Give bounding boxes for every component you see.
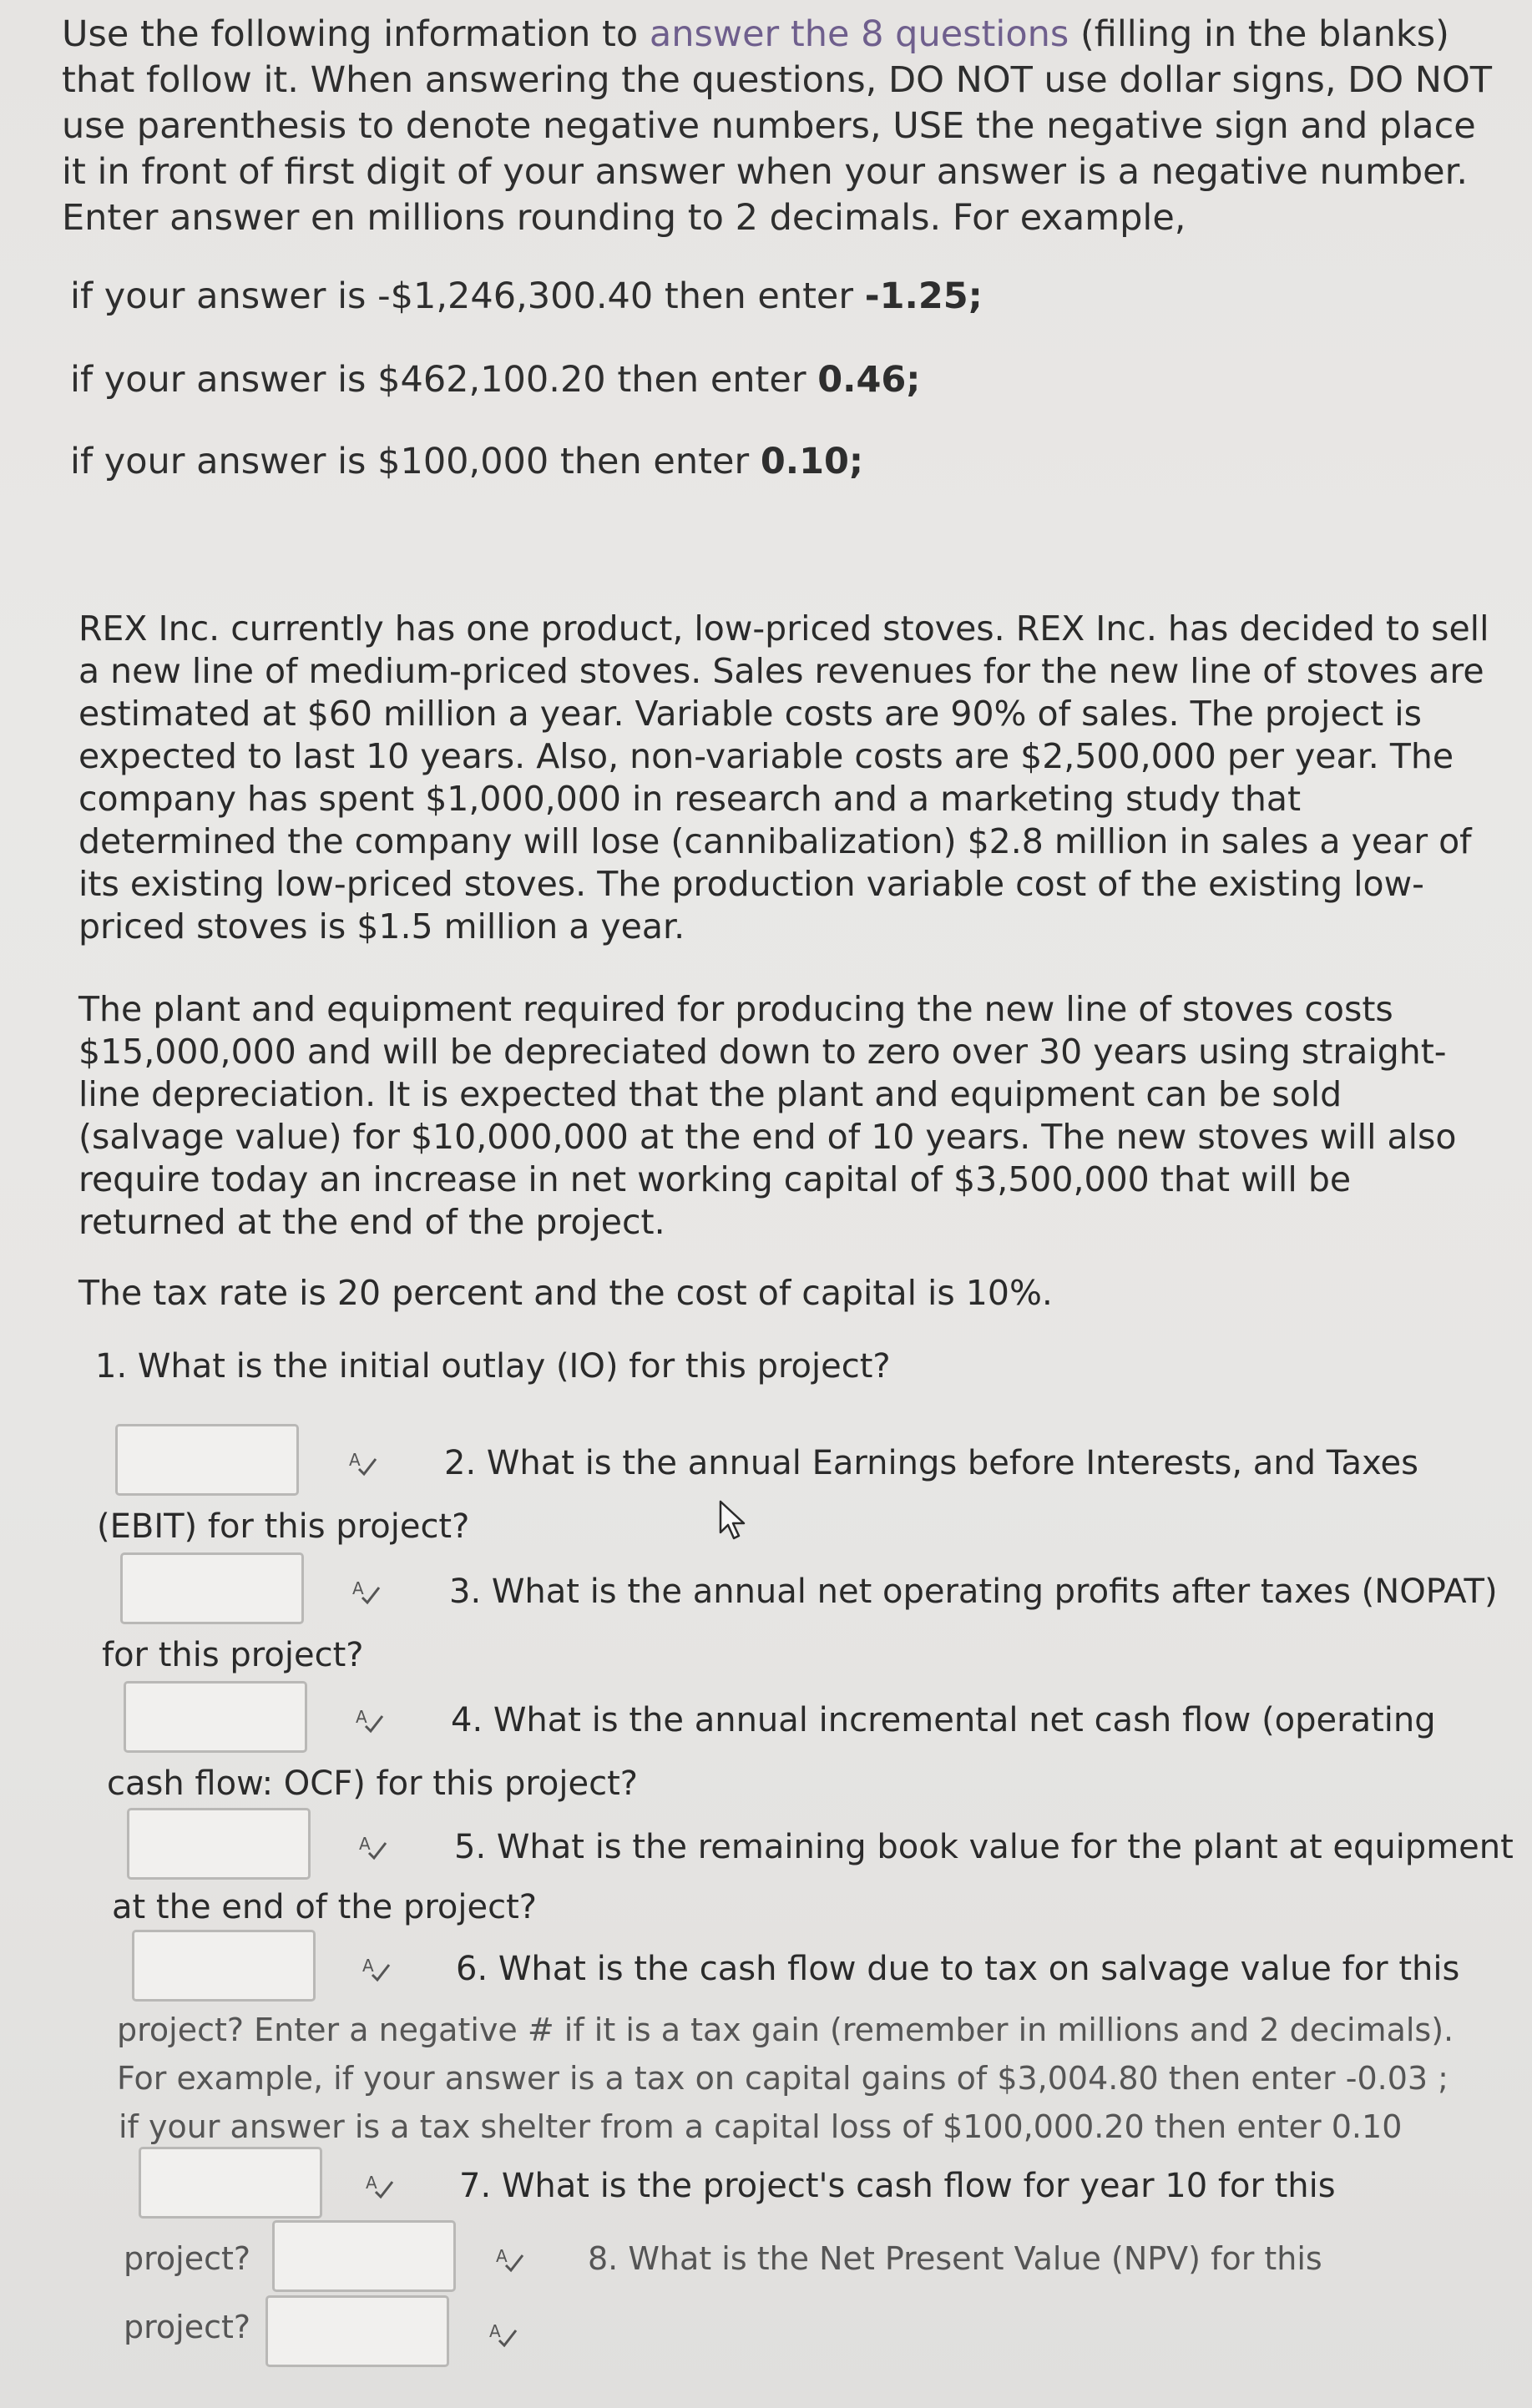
example-1: if your answer is -$1,246,300.40 then enter -1.25; xyxy=(70,275,983,317)
spellcheck-icon[interactable] xyxy=(364,2170,394,2200)
svg-text:A: A xyxy=(496,2246,508,2266)
tax-rate-text: The tax rate is 20 percent and the cost of capital is 10%. xyxy=(78,1273,1053,1313)
answer-3-input[interactable] xyxy=(124,1681,307,1753)
svg-text:A: A xyxy=(366,2173,377,2193)
answer-6-input[interactable] xyxy=(139,2147,322,2219)
question-3-text-line1: 3. What is the annual net operating profits after taxes (NOPAT) xyxy=(449,1573,1498,1611)
answer-1-input[interactable] xyxy=(115,1424,299,1496)
question-3-text-line2: for this project? xyxy=(102,1636,364,1674)
answer-8-input[interactable] xyxy=(265,2295,449,2367)
question-4-text-line1: 4. What is the annual incremental net cash flow (operating xyxy=(451,1701,1436,1739)
spellcheck-icon[interactable] xyxy=(354,1704,384,1734)
question-7-text-line2: project? xyxy=(124,2240,251,2277)
answer-7-input[interactable] xyxy=(272,2220,456,2292)
question-8-text-line1: 8. What is the Net Present Value (NPV) for this xyxy=(588,2240,1322,2277)
answer-4-input[interactable] xyxy=(127,1808,311,1880)
spellcheck-icon[interactable] xyxy=(357,1831,387,1861)
example-2: if your answer is $462,100.20 then enter 0.46; xyxy=(70,359,921,401)
spellcheck-icon[interactable] xyxy=(347,1447,377,1477)
spellcheck-icon[interactable] xyxy=(361,1953,391,1983)
question-4-text-line2: cash flow: OCF) for this project? xyxy=(107,1764,639,1803)
question-2-text-line1: 2. What is the annual Earnings before Interests, and Taxes xyxy=(444,1444,1418,1482)
question-8-text-line2: project? xyxy=(124,2309,251,2345)
spellcheck-icon[interactable] xyxy=(488,2319,518,2349)
svg-text:A: A xyxy=(359,1834,371,1854)
question-5-text-line1: 5. What is the remaining book value for the plant at equipment xyxy=(454,1828,1514,1866)
question-6-example-1: For example, if your answer is a tax on capital gains of $3,004.80 then enter -0.03 ; xyxy=(117,2060,1449,2097)
question-2-text-line2: (EBIT) for this project? xyxy=(97,1507,470,1546)
instructions-before: Use the following information to xyxy=(62,13,650,55)
instructions-after: (filling in the blanks) that follow it. When answering the questions, DO NOT use dollar signs, DO NOT use parenthesis to denote negative numbers, USE the negative sign and place it in front of first digit of your answer when your answer is a negative number. Enter answer en millions rounding to 2 decimals. For example, xyxy=(62,13,1493,239)
answer-5-input[interactable] xyxy=(132,1930,316,2002)
mouse-cursor-icon xyxy=(718,1499,748,1542)
svg-text:A: A xyxy=(356,1707,367,1727)
svg-text:A: A xyxy=(349,1450,361,1470)
problem-paragraph-1: REX Inc. currently has one product, low-priced stoves. REX Inc. has decided to sell a new line of medium-priced stoves. Sales revenues for the new line of stoves are estimated at $60 million a year. Variable costs are 90% of sales. The project is expected to last 10 years. Also, non-variable costs are $2,500,000 per year. The company has spent $1,000,000 in research and a marketing study that determined the company will lose (cannibalization) $2.8 million in sales a year of its existing low-priced stoves. The production variable cost of the existing low-priced stoves is $1.5 million a year. xyxy=(78,608,1489,947)
svg-text:A: A xyxy=(362,1956,374,1976)
spellcheck-icon[interactable] xyxy=(351,1576,381,1606)
instructions-text xyxy=(62,12,1498,241)
answer-2-input[interactable] xyxy=(120,1552,304,1624)
instructions-highlight: answer the 8 questions xyxy=(649,13,1069,55)
question-6-example-2: if your answer is a tax shelter from a capital loss of $100,000.20 then enter 0.10 xyxy=(119,2108,1403,2145)
question-6-text-line2: project? Enter a negative # if it is a tax gain (remember in millions and 2 decimals). xyxy=(117,2012,1454,2048)
example-3: if your answer is $100,000 then enter 0.10; xyxy=(70,441,864,482)
question-7-text-line1: 7. What is the project's cash flow for year 10 for this xyxy=(459,2167,1336,2205)
spellcheck-icon[interactable] xyxy=(494,2244,524,2274)
svg-text:A: A xyxy=(352,1578,364,1598)
question-1-text: 1. What is the initial outlay (IO) for this project? xyxy=(95,1347,891,1386)
problem-paragraph-2: The plant and equipment required for producing the new line of stoves costs $15,000,000 and will be depreciated down to zero over 30 years using straight-line depreciation. It is expected that the plant and equipment can be sold (salvage value) for $10,000,000 at the end of 10 years. The new stoves will also require today an increase in net working capital of $3,500,000 that will be returned at the end of the project. xyxy=(78,989,1457,1242)
question-6-text-line1: 6. What is the cash flow due to tax on salvage value for this xyxy=(456,1950,1460,1988)
question-5-text-line2: at the end of the project? xyxy=(112,1888,538,1926)
svg-text:A: A xyxy=(489,2321,501,2341)
